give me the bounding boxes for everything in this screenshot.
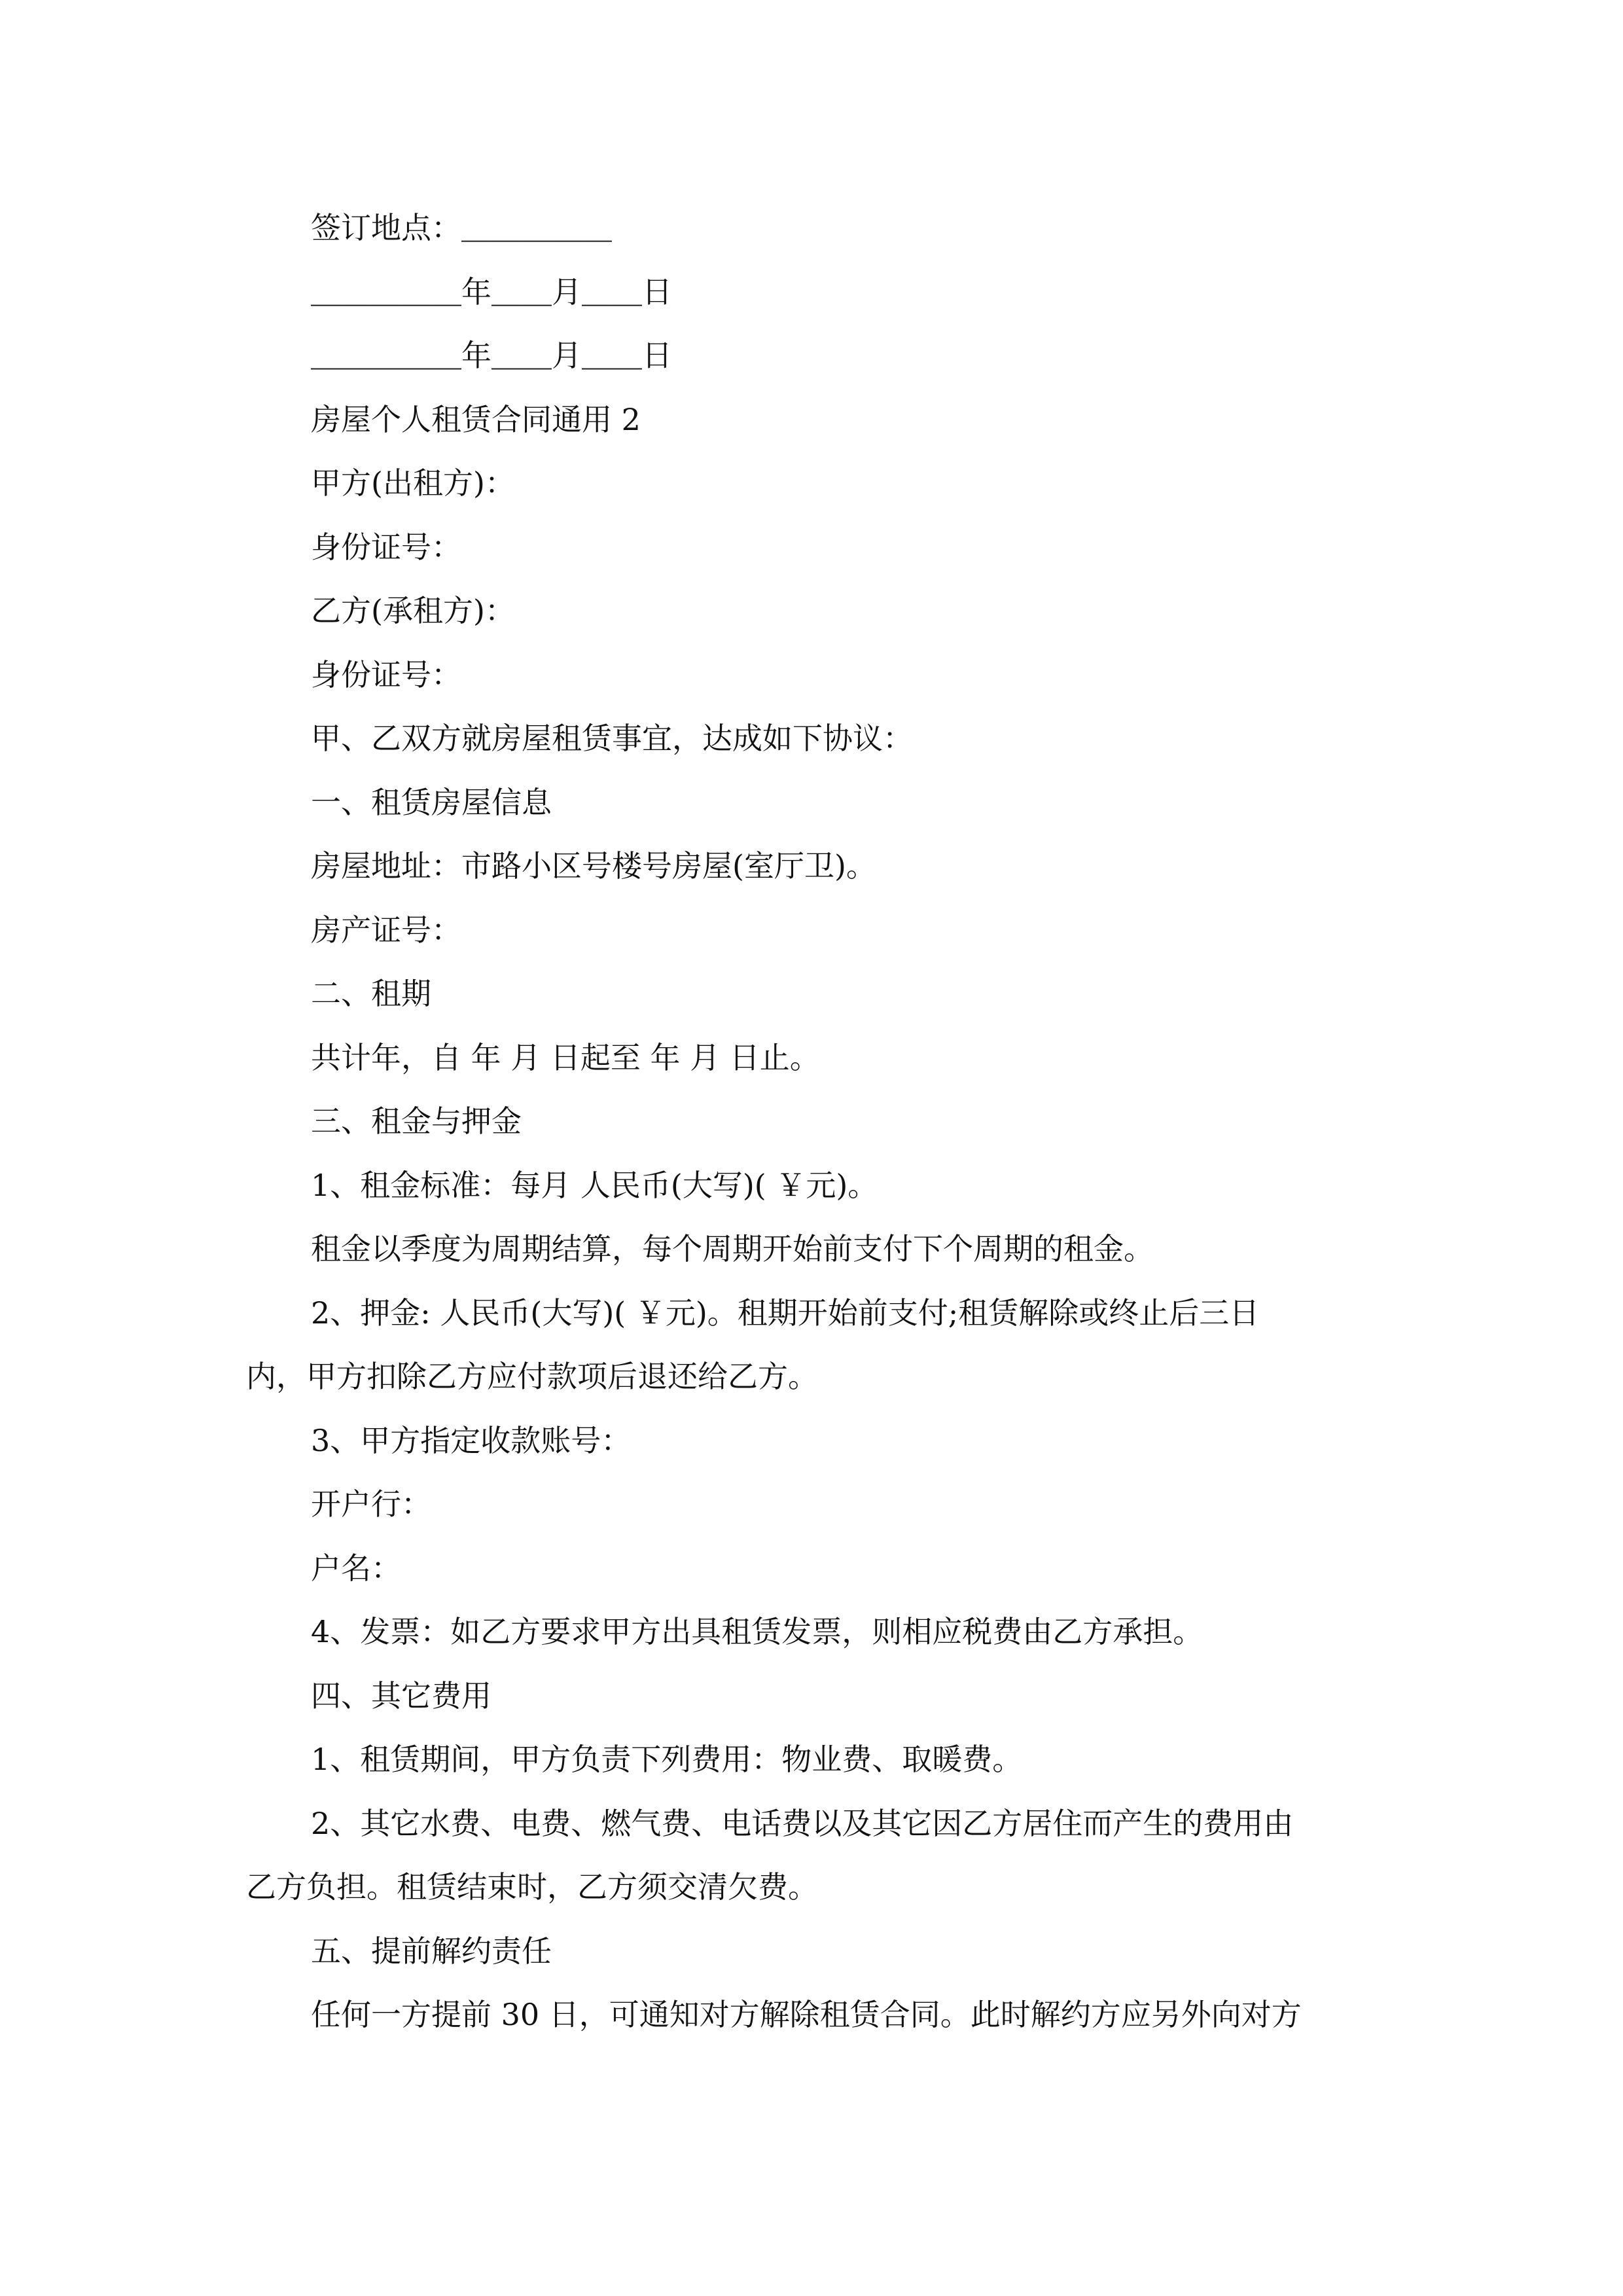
section-heading: 四、其它费用 bbox=[311, 1677, 491, 1713]
contract-title: 房屋个人租赁合同通用 2 bbox=[311, 401, 641, 437]
paragraph-continuation: 内，甲方扣除乙方应付款项后退还给乙方。 bbox=[246, 1359, 818, 1394]
paragraph-continuation: 乙方负担。租赁结束时，乙方须交清欠费。 bbox=[246, 1869, 818, 1905]
party-a-id-line: 身份证号： bbox=[311, 529, 461, 565]
paragraph: 2、其它水费、电费、燃气费、电话费以及其它因乙方居住而产生的费用由 bbox=[311, 1805, 1294, 1841]
paragraph: 共计年，自 年 月 日起至 年 月 日止。 bbox=[311, 1039, 820, 1075]
paragraph: 房屋地址：市路小区号楼号房屋(室厅卫)。 bbox=[311, 848, 876, 884]
paragraph: 4、发票：如乙方要求甲方出具租赁发票，则相应税费由乙方承担。 bbox=[311, 1614, 1204, 1649]
paragraph: 3、甲方指定收款账号： bbox=[311, 1422, 632, 1458]
section-heading: 五、提前解约责任 bbox=[311, 1933, 552, 1969]
party-b-id-line: 身份证号： bbox=[311, 656, 461, 692]
paragraph: 1、租赁期间，甲方负责下列费用：物业费、取暖费。 bbox=[311, 1742, 1023, 1777]
paragraph: 2、押金: 人民币(大写)( ￥元)。租期开始前支付;租赁解除或终止后三日 bbox=[311, 1295, 1260, 1331]
date-line: ＿＿＿＿＿年＿＿月＿＿日 bbox=[311, 338, 672, 373]
paragraph: 任何一方提前 30 日，可通知对方解除租赁合同。此时解约方应另外向对方 bbox=[311, 1997, 1302, 2032]
party-b-line: 乙方(承租方)： bbox=[311, 593, 515, 628]
contract-body bbox=[246, 196, 1378, 2047]
paragraph: 房产证号： bbox=[311, 912, 461, 948]
paragraph: 1、租金标准：每月 人民币(大写)( ￥元)。 bbox=[311, 1167, 878, 1203]
section-heading: 二、租期 bbox=[311, 976, 431, 1011]
paragraph: 租金以季度为周期结算，每个周期开始前支付下个周期的租金。 bbox=[311, 1231, 1154, 1266]
paragraph: 开户行： bbox=[311, 1486, 431, 1522]
signing-place-line: 签订地点：＿＿＿＿＿ bbox=[311, 210, 612, 245]
section-heading: 三、租金与押金 bbox=[311, 1103, 522, 1139]
date-line: ＿＿＿＿＿年＿＿月＿＿日 bbox=[311, 274, 672, 310]
agreement-intro: 甲、乙双方就房屋租赁事宜，达成如下协议： bbox=[311, 721, 913, 756]
paragraph: 户名： bbox=[311, 1550, 401, 1586]
party-a-line: 甲方(出租方)： bbox=[311, 465, 515, 501]
section-heading: 一、租赁房屋信息 bbox=[311, 784, 552, 820]
